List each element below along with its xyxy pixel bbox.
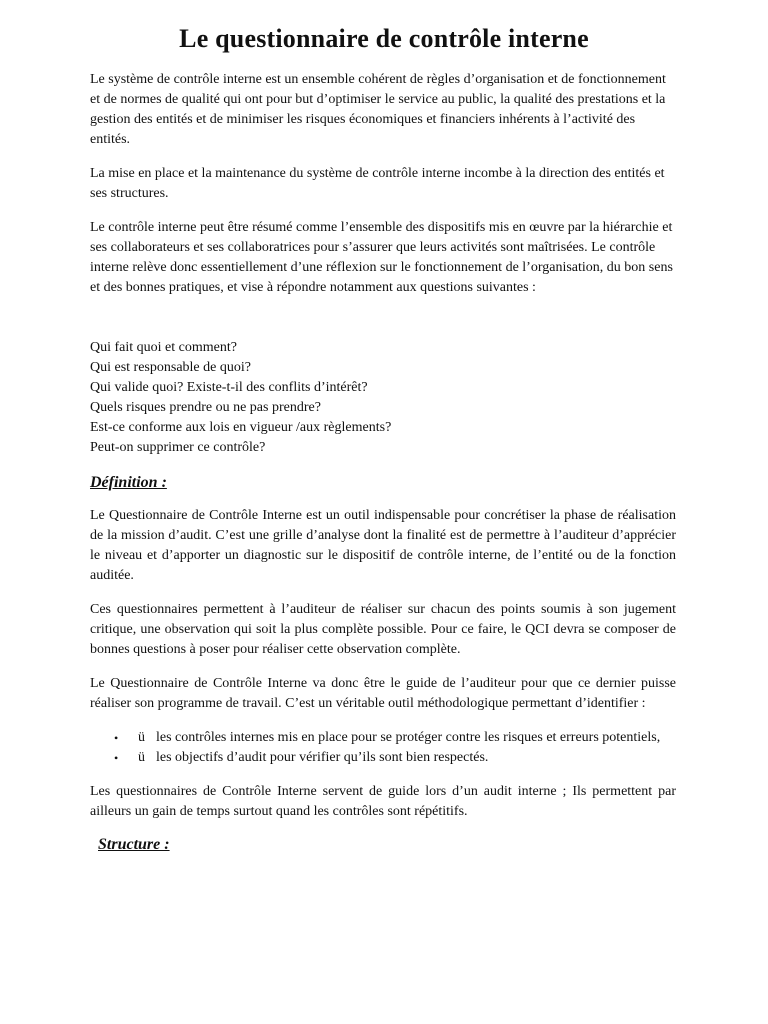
question-item: Qui valide quoi? Existe-t-il des conflits d’intérêt? xyxy=(90,380,368,395)
definition-paragraph-3: Le Questionnaire de Contrôle Interne va donc être le guide de l’auditeur pour que ce dernier puisse réaliser son programme de travail. C’est un véritable outil méthodologique permettant d’identifier : xyxy=(90,676,676,711)
check-marker-icon: ü xyxy=(138,730,145,745)
bullet-text: les objectifs d’audit pour vérifier qu’ils sont bien respectés. xyxy=(156,750,489,765)
bullet-item xyxy=(90,748,676,768)
question-item: Est-ce conforme aux lois en vigueur /aux règlements? xyxy=(90,420,392,435)
question-item: Qui fait quoi et comment? xyxy=(90,340,237,355)
structure-heading: Structure : xyxy=(98,836,170,853)
closing-paragraph: Les questionnaires de Contrôle Interne servent de guide lors d’un audit interne ; Ils permettent par ailleurs un gain de temps surtout quand les contrôles sont répétitifs. xyxy=(90,784,676,819)
document-title: Le questionnaire de contrôle interne xyxy=(179,24,589,53)
spacer xyxy=(90,312,768,338)
intro-paragraph-2: La mise en place et la maintenance du système de contrôle interne incombe à la direction des entités et ses structures. xyxy=(90,166,665,201)
question-item: Qui est responsable de quoi? xyxy=(90,360,251,375)
bullet-dot-icon: • xyxy=(114,751,119,765)
check-marker-icon: ü xyxy=(138,750,145,765)
question-item: Quels risques prendre ou ne pas prendre? xyxy=(90,400,321,415)
question-item: Peut-on supprimer ce contrôle? xyxy=(90,440,266,455)
intro-paragraph-1: Le système de contrôle interne est un ensemble cohérent de règles d’organisation et de fonctionnement et de normes de qualité qui ont pour but d’optimiser le service au public, la qualité des prestations et la gestion des entités et de minimiser les risques économiques et financiers inhérents à l’activité des entités. xyxy=(90,72,666,147)
question-list xyxy=(90,338,768,458)
definition-paragraph-2: Ces questionnaires permettent à l’auditeur de réaliser sur chacun des points soumis à son jugement critique, une observation qui soit la plus complète possible. Pour ce faire, le QCI devra se composer de bonnes questions à poser pour réaliser cette observation complète. xyxy=(90,602,676,657)
bullet-item xyxy=(90,728,676,748)
definition-paragraph-1: Le Questionnaire de Contrôle Interne est un outil indispensable pour concrétiser la phase de réalisation de la mission d’audit. C’est une grille d’analyse dont la finalité est de permettre à l’auditeur d’apprécier le niveau et d’apporter un diagnostic sur le dispositif de contrôle interne, de l’entité ou de la fonction auditée. xyxy=(90,508,676,583)
bullet-dot-icon: • xyxy=(114,731,119,745)
bullet-text: les contrôles internes mis en place pour se protéger contre les risques et erreurs potentiels, xyxy=(156,730,661,745)
bullet-list xyxy=(90,728,676,768)
intro-paragraph-3: Le contrôle interne peut être résumé comme l’ensemble des dispositifs mis en œuvre par la hiérarchie et ses collaborateurs et ses collaboratrices pour s’assurer que leurs activités sont maîtrisées. Le contrôle interne relève donc essentiellement d’une réflexion sur le fonctionnement de l’organisation, du bon sens et des bonnes pratiques, et vise à répondre notamment aux questions suivantes : xyxy=(90,220,673,295)
definition-heading: Définition : xyxy=(90,474,167,491)
